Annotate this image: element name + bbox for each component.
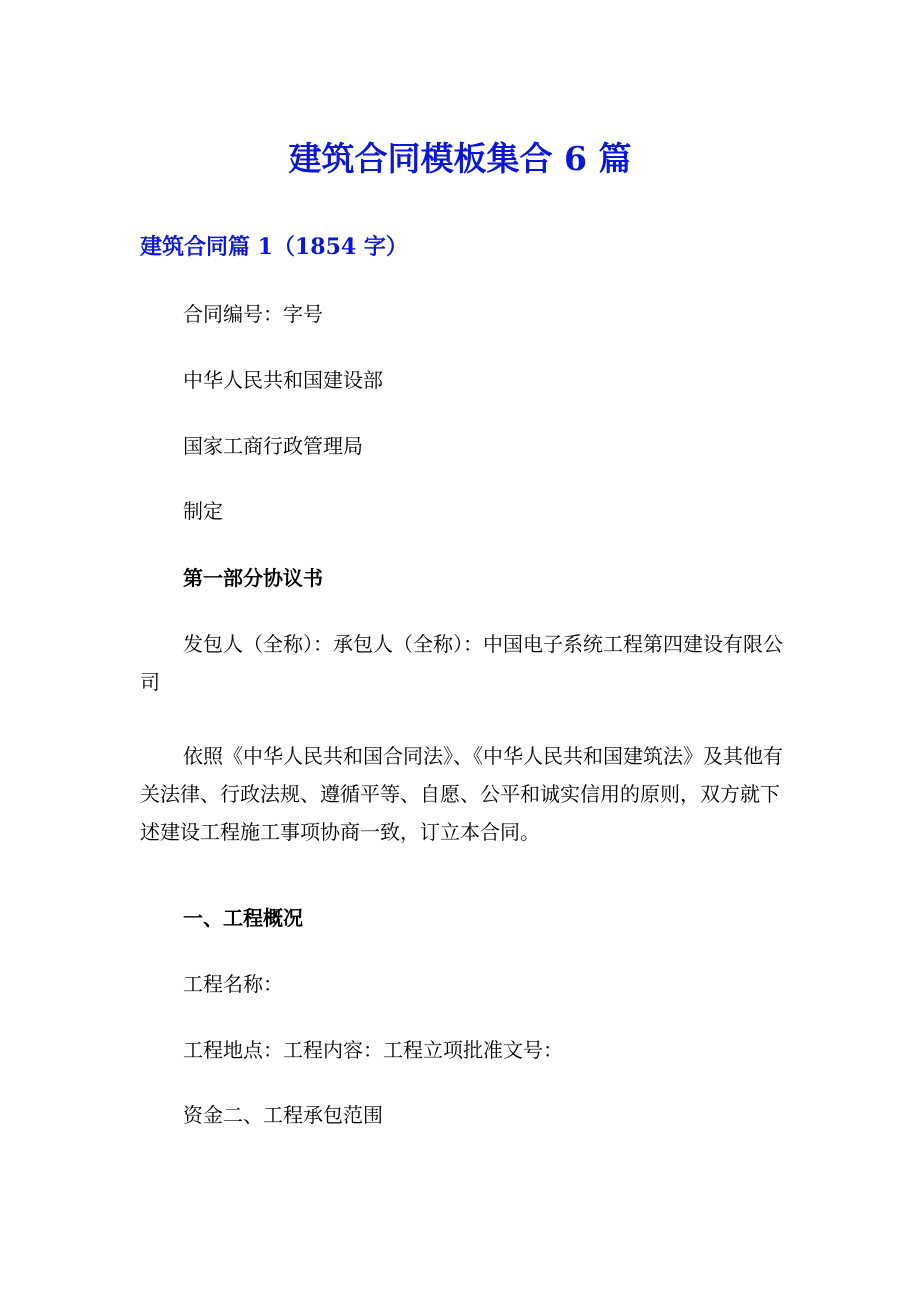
paragraph-part-one-heading: 第一部分协议书: [183, 566, 323, 590]
paragraph-ministry: 中华人民共和国建设部: [183, 368, 383, 392]
paragraph-project-name: 工程名称：: [183, 972, 283, 996]
document-title: 建筑合同模板集合 6 篇: [288, 139, 632, 178]
paragraph-project-overview-heading: 一、工程概况: [183, 906, 303, 930]
section-heading: 建筑合同篇 1（1854 字）: [140, 234, 408, 260]
paragraph-funding-scope: 资金二、工程承包范围: [183, 1103, 383, 1127]
paragraph-contract-number: 合同编号：字号: [183, 302, 323, 326]
paragraph-legal-basis: 依照《中华人民共和国合同法》、《中华人民共和国建筑法》及其他有关法律、行政法规、遵循平等、自愿、公平和诚实信用的原则，双方就下述建设工程施工事项协商一致，订立本合同。: [140, 744, 783, 844]
paragraph-enacted: 制定: [183, 499, 223, 523]
paragraph-bureau: 国家工商行政管理局: [183, 434, 363, 458]
paragraph-parties: 发包人（全称）：承包人（全称）：中国电子系统工程第四建设有限公司: [140, 632, 783, 694]
paragraph-project-location: 工程地点：工程内容：工程立项批准文号：: [183, 1038, 563, 1062]
